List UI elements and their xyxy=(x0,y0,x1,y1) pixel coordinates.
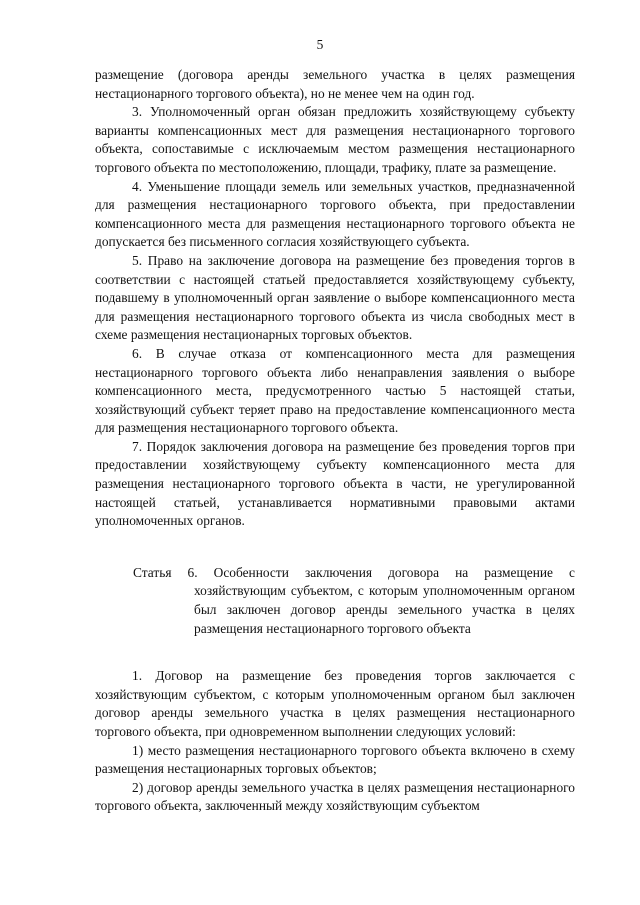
paragraph-3: 3. Уполномоченный орган обязан предложить хозяйствующему субъекту варианты компенсационных мест для размещения нестационарного торгового объекта, сопоставимые с исключаемым местом размещения нестационарного торгового объекта по местоположению, площади, трафику, плате за размещение. xyxy=(95,104,575,175)
condition-2: 2) договор аренды земельного участка в целях размещения нестационарного торгового объекта, заключенный между хозяйствующим субъектом xyxy=(95,779,575,814)
paragraph-6: 6. В случае отказа от компенсационного места для размещения нестационарного торгового объекта либо ненаправления заявления о выборе компенсационного места, предусмотренного частью 5 настоящей статьи, хозяйствующий субъект теряет право на предоставление компенсационного места для размещения нестационарного торгового объекта. xyxy=(95,345,575,436)
paragraph-7: 7. Порядок заключения договора на размещение без проведения торгов при предоставлении хозяйствующему субъекту компенсационного места для размещения нестационарного торгового объекта в части, не урегулированной настоящей статьей, устанавливается нормативными правовыми актами уполномоченных органов. xyxy=(95,438,575,529)
paragraph-continuation: размещение (договора аренды земельного участка в целях размещения нестационарного торгового объекта), но не менее чем на один год. xyxy=(95,67,575,101)
page-number: 5 xyxy=(316,37,324,52)
article-6-heading: Статья 6. Особенности заключения договора на размещение с хозяйствующим субъектом, с которым уполномоченным органом был заключен договор аренды земельного участка в целях размещения нестационарного торгового объекта xyxy=(133,564,575,636)
paragraph-4: 4. Уменьшение площади земель или земельных участков, предназначенной для размещения нестационарного торгового объекта, при предоставлении компенсационного места для размещения нестационарного торгового объекта не допускается без письменного согласия хозяйствующего субъекта. xyxy=(95,178,575,250)
article-6-paragraph-1: 1. Договор на размещение без проведения торгов заключается с хозяйствующим субъектом, с которым уполномоченным органом был заключен договор аренды земельного участка в целях размещения нестационарного торгового объекта, при одновременном выполнении следующих условий: xyxy=(95,668,575,739)
condition-1: 1) место размещения нестационарного торгового объекта включено в схему размещения нестационарных торговых объектов; xyxy=(95,742,575,777)
paragraph-5: 5. Право на заключение договора на размещение без проведения торгов в соответствии с настоящей статьей предоставляется хозяйствующему субъекту, подавшему в уполномоченный орган заявление о выборе компенсационного места для размещения нестационарного торгового объекта из числа свободных мест в схеме размещения нестационарных торговых объектов. xyxy=(95,252,575,343)
document-body xyxy=(95,66,575,816)
